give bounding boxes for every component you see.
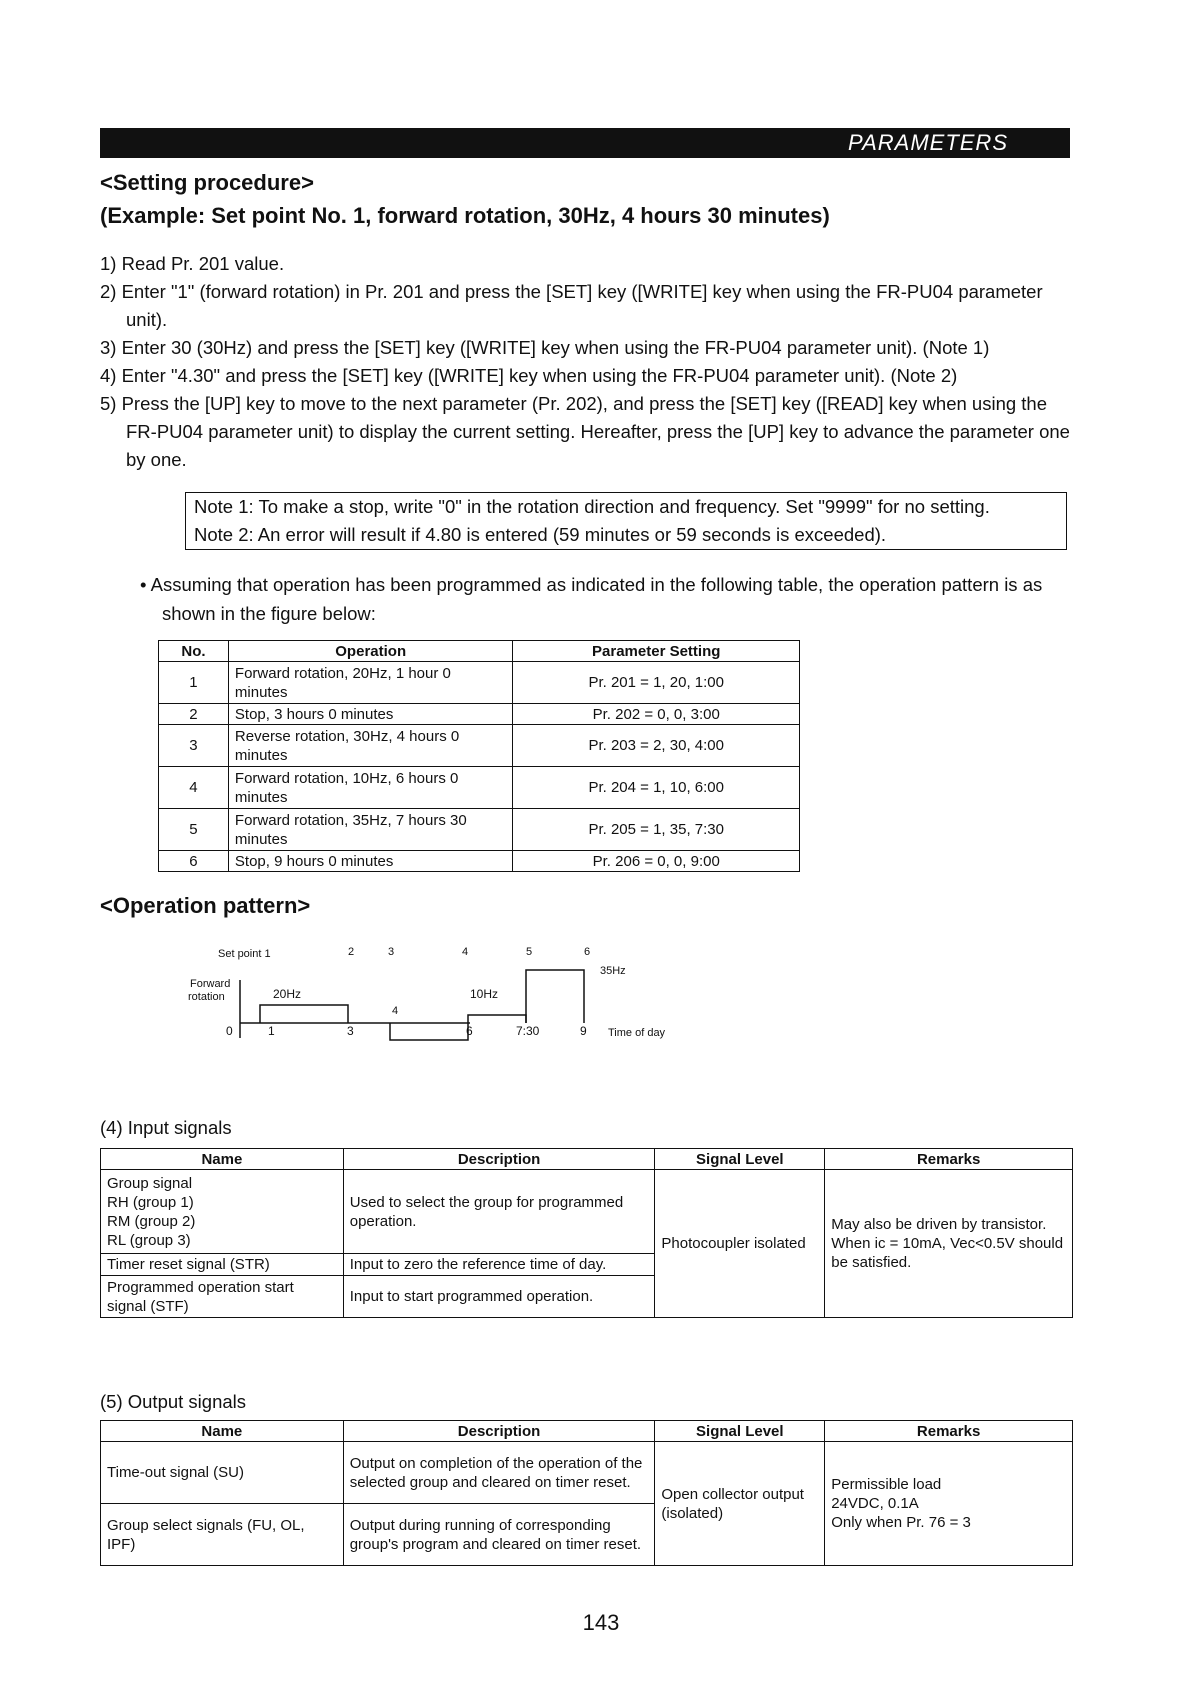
bullet-text: Assuming that operation has been programmed as indicated in the following table, the operation pattern is as shown in the figure below: [150, 574, 1043, 624]
cell-timer-desc: Input to zero the reference time of day. [343, 1254, 655, 1276]
example-heading: (Example: Set point No. 1, forward rotation, 30Hz, 4 hours 30 minutes) [100, 203, 830, 228]
notes-box [185, 492, 1067, 550]
remark-line: 24VDC, 0.1A [831, 1495, 919, 1512]
table-header-row [159, 641, 800, 662]
cell-remarks [825, 1442, 1073, 1566]
table-row [159, 725, 800, 767]
section-heading: <Setting procedure> [100, 170, 314, 195]
col-name: Name [101, 1149, 344, 1170]
cell-su-name: Time-out signal (SU) [101, 1442, 344, 1504]
cell-no: 6 [159, 851, 229, 872]
segment-reverse-30hz [390, 1023, 468, 1040]
set-point-label: Set point 1 [218, 948, 271, 960]
step-item: 3) Enter 30 (30Hz) and press the [SET] key ([WRITE] key when using the FR-PU04 parameter unit). (Note 1) [100, 337, 990, 358]
page-number: 143 [582, 1610, 620, 1635]
table-row [159, 809, 800, 851]
cell-group-desc: Used to select the group for programmed operation. [343, 1170, 655, 1254]
table-row [101, 1170, 1073, 1254]
col-parameter-setting: Parameter Setting [513, 641, 800, 662]
section-banner [100, 128, 1070, 158]
table-row [159, 662, 800, 704]
cell-no: 3 [159, 725, 229, 767]
freq-20hz: 20Hz [273, 987, 302, 1001]
rh-name: RH (group 1) [107, 1193, 194, 1211]
step-item: 5) Press the [UP] key to move to the next parameter (Pr. 202), and press the [SET] key ([READ] key when using the FR-PU04 parameter unit) to display the current setting. Hereafter, press the [UP] key to advance the parameter one by one. [100, 393, 1070, 470]
rotation-label: rotation [188, 991, 225, 1003]
bullet-paragraph: • Assuming that operation has been programmed as indicated in the following table, the operation pattern is as shown in the figure below: [140, 574, 1043, 624]
col-operation: Operation [228, 641, 513, 662]
note-1: Note 1: To make a stop, write "0" in the rotation direction and frequency. Set "9999" for no setting. [194, 496, 990, 517]
cell-no: 2 [159, 704, 229, 725]
cell-operation: Reverse rotation, 30Hz, 4 hours 0 minutes [228, 725, 513, 767]
remark-line: Permissible load [831, 1476, 942, 1493]
cell-setting: Pr. 204 = 1, 10, 6:00 [513, 767, 800, 809]
cell-setting: Pr. 203 = 2, 30, 4:00 [513, 725, 800, 767]
col-remarks: Remarks [825, 1149, 1073, 1170]
time-axis-label: Time of day [608, 1027, 666, 1039]
procedure-steps [100, 250, 1075, 474]
cell-start-name: Programmed operation start signal (STF) [101, 1276, 344, 1318]
cell-signal-level: Photocoupler isolated [655, 1170, 825, 1318]
freq-10hz: 10Hz [470, 987, 499, 1001]
cell-timer-name: Timer reset signal (STR) [101, 1254, 344, 1276]
col-description: Description [343, 1149, 655, 1170]
time-label-1: 1 [268, 1024, 275, 1038]
remark-line: Only when Pr. 76 = 3 [831, 1514, 971, 1531]
operation-pattern-diagram [180, 935, 700, 1055]
freq-35hz: 35Hz [600, 965, 626, 977]
rl-name: RL (group 3) [107, 1231, 191, 1249]
set-point-2: 2 [348, 946, 355, 958]
col-no: No. [159, 641, 229, 662]
set-point-3: 3 [388, 946, 395, 958]
cell-setting: Pr. 201 = 1, 20, 1:00 [513, 662, 800, 704]
cell-operation: Stop, 3 hours 0 minutes [228, 704, 513, 725]
table-header-row [101, 1421, 1073, 1442]
cell-start-desc: Input to start programmed operation. [343, 1276, 655, 1318]
set-point-6: 6 [584, 946, 591, 958]
step-item: 1) Read Pr. 201 value. [100, 253, 285, 274]
cell-group-select-desc: Output during running of corresponding group's program and cleared on timer reset. [343, 1504, 655, 1566]
input-signals-table [100, 1148, 1073, 1318]
output-signals-heading: (5) Output signals [100, 1391, 247, 1412]
table-row [159, 767, 800, 809]
note-2: Note 2: An error will result if 4.80 is entered (59 minutes or 59 seconds is exceeded). [194, 524, 887, 545]
table-header-row [101, 1149, 1073, 1170]
time-label-6: 6 [466, 1024, 473, 1038]
cell-operation: Forward rotation, 20Hz, 1 hour 0 minutes [228, 662, 513, 704]
col-name: Name [101, 1421, 344, 1442]
time-label-9: 9 [580, 1024, 587, 1038]
time-label-730: 7:30 [516, 1024, 540, 1038]
set-point-4: 4 [462, 946, 469, 958]
input-signals-heading: (4) Input signals [100, 1117, 232, 1138]
program-table [158, 640, 800, 872]
cell-signal-level: Open collector output (isolated) [655, 1442, 825, 1566]
cell-operation: Forward rotation, 10Hz, 6 hours 0 minutes [228, 767, 513, 809]
cell-operation: Forward rotation, 35Hz, 7 hours 30 minutes [228, 809, 513, 851]
cell-group-names [101, 1170, 344, 1254]
cell-operation: Stop, 9 hours 0 minutes [228, 851, 513, 872]
banner-title: PARAMETERS [848, 130, 1008, 155]
cell-no: 5 [159, 809, 229, 851]
cell-no: 4 [159, 767, 229, 809]
table-row [101, 1442, 1073, 1504]
reverse-marker: 4 [392, 1005, 399, 1017]
time-label-3: 3 [347, 1024, 354, 1038]
col-signal-level: Signal Level [655, 1421, 825, 1442]
cell-setting: Pr. 205 = 1, 35, 7:30 [513, 809, 800, 851]
cell-group-select-name: Group select signals (FU, OL, IPF) [101, 1504, 344, 1566]
cell-remarks: May also be driven by transistor. When ic = 10mA, Vec<0.5V should be satisfied. [825, 1170, 1073, 1318]
segment-forward-35hz [526, 970, 584, 1023]
segment-forward-20hz [260, 1005, 348, 1023]
col-description: Description [343, 1421, 655, 1442]
cell-su-desc: Output on completion of the operation of the selected group and cleared on timer reset. [343, 1442, 655, 1504]
set-point-5: 5 [526, 946, 533, 958]
cell-setting: Pr. 202 = 0, 0, 3:00 [513, 704, 800, 725]
cell-no: 1 [159, 662, 229, 704]
step-item: 4) Enter "4.30" and press the [SET] key ([WRITE] key when using the FR-PU04 parameter unit). (Note 2) [100, 365, 958, 386]
step-item: 2) Enter "1" (forward rotation) in Pr. 201 and press the [SET] key ([WRITE] key when using the FR-PU04 parameter unit). [100, 281, 1043, 330]
col-signal-level: Signal Level [655, 1149, 825, 1170]
segment-forward-10hz [468, 1015, 526, 1023]
table-row [159, 851, 800, 872]
cell-setting: Pr. 206 = 0, 0, 9:00 [513, 851, 800, 872]
operation-pattern-heading: <Operation pattern> [100, 893, 311, 918]
rm-name: RM (group 2) [107, 1212, 196, 1230]
time-label-0: 0 [226, 1024, 233, 1038]
table-row [159, 704, 800, 725]
forward-label: Forward [190, 978, 231, 990]
col-remarks: Remarks [825, 1421, 1073, 1442]
group-signal-name: Group signal [107, 1174, 193, 1192]
output-signals-table [100, 1420, 1073, 1566]
